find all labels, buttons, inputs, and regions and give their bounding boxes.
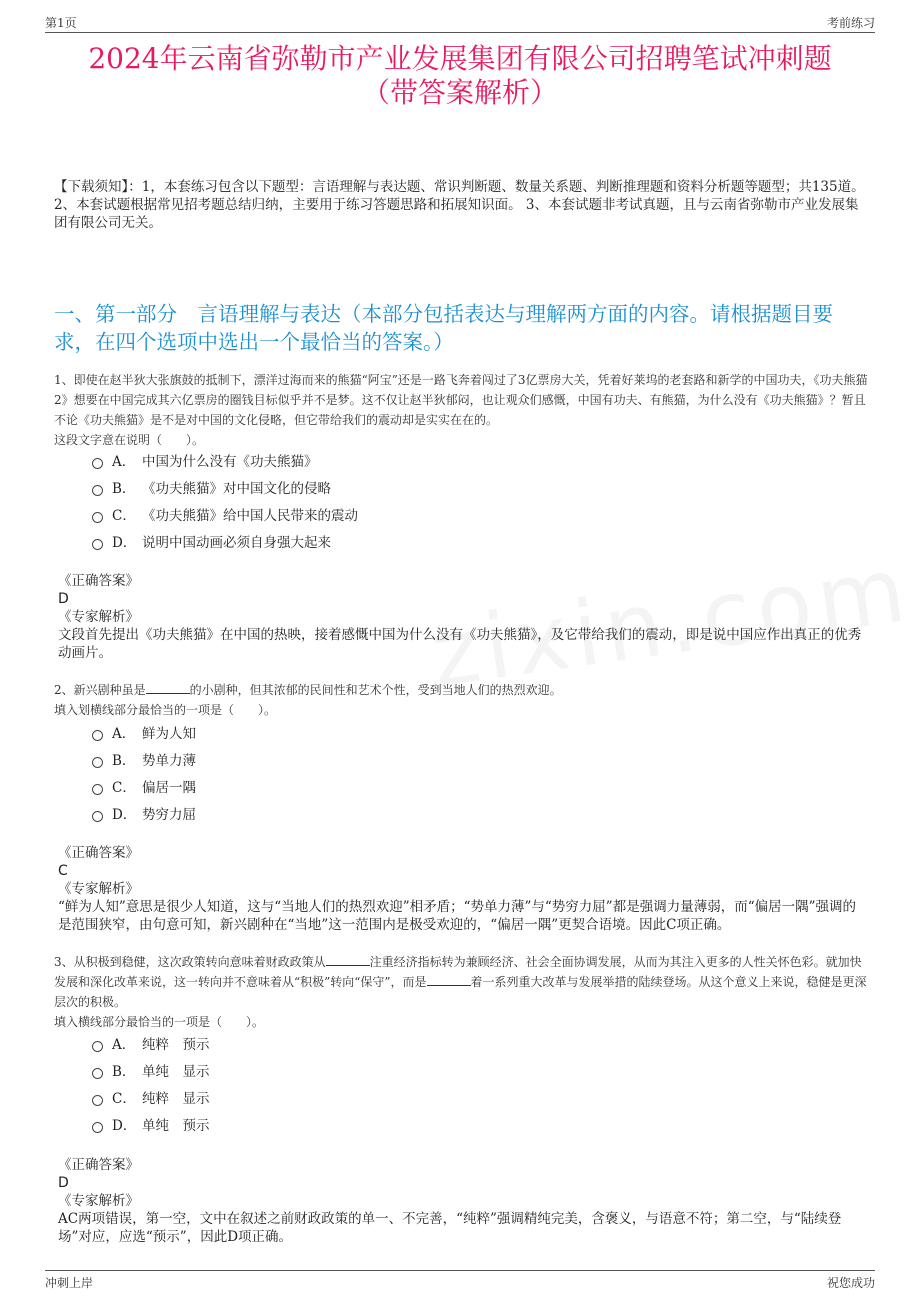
header-tag: 考前练习 (826, 16, 875, 30)
page-footer (45, 1270, 875, 1291)
radio-icon[interactable] (92, 757, 103, 768)
option-b[interactable]: B． 势单力薄 (92, 749, 196, 776)
correct-answer: D (58, 1175, 69, 1191)
question-prompt: 填入划横线部分最恰当的一项是（ ）。 (54, 703, 277, 717)
radio-icon[interactable] (92, 539, 103, 550)
footer-right: 祝您成功 (826, 1276, 875, 1290)
question-2-answer-block (58, 844, 868, 934)
radio-icon[interactable] (92, 811, 103, 822)
radio-icon[interactable] (92, 784, 103, 795)
question-2-stem (54, 680, 868, 720)
analysis-text: “鲜为人知”意思是很少人知道，这与“当地人们的热烈欢迎”相矛盾；“势单力薄”与“势穷力屈”都是强调力量薄弱，而“偏居一隅”强调的是范围狭窄，由句意可知，新兴剧种在“当地”这一范围内是极受欢迎的，“偏居一隅”更契合语境。因此C项正确。 (58, 899, 857, 933)
question-1-options (92, 450, 358, 558)
radio-icon[interactable] (92, 485, 103, 496)
question-3-options (92, 1033, 210, 1141)
radio-icon[interactable] (92, 730, 103, 741)
radio-icon[interactable] (92, 1122, 103, 1133)
title-line-1: 2024年云南省弥勒市产业发展集团有限公司招聘笔试冲刺题 (88, 42, 832, 75)
option-c[interactable]: C． 偏居一隅 (92, 776, 196, 803)
option-a[interactable]: A． 中国为什么没有《功夫熊猫》 (92, 450, 358, 477)
footer-left: 冲刺上岸 (45, 1276, 94, 1290)
question-text: 3、从积极到稳健，这次政策转向意味着财政政策从 注重经济指标转为兼顾经济、社会全面协调发展，从而为其注入更多的人性关怀色彩。就加快发展和深化改革来说，这一转向并不意味着从“积极”转向“保守”，而是 着一系列重大改革与发展举措的陆续登场。从这个意义上来说，稳健是更深层次的积极。 (54, 955, 867, 1009)
question-prompt: 这段文字意在说明（ ）。 (54, 433, 205, 447)
question-1-answer-block (58, 572, 868, 662)
question-prompt: 填入横线部分最恰当的一项是（ ）。 (54, 1015, 265, 1029)
option-b[interactable]: B． 《功夫熊猫》对中国文化的侵略 (92, 477, 358, 504)
answer-label: 《正确答案》 (58, 845, 139, 861)
title-line-2: （带答案解析） (361, 76, 558, 109)
section-title: 一、第一部分 言语理解与表达（本部分包括表达与理解两方面的内容。请根据题目要求，在四个选项中选出一个最恰当的答案。） (54, 302, 833, 354)
fill-blank (146, 683, 190, 694)
question-1-stem (54, 370, 868, 450)
analysis-label: 《专家解析》 (58, 881, 139, 897)
option-c[interactable]: C． 纯粹 显示 (92, 1087, 210, 1114)
question-2-options (92, 722, 196, 830)
option-a[interactable]: A． 纯粹 预示 (92, 1033, 210, 1060)
option-d[interactable]: D． 单纯 预示 (92, 1114, 210, 1141)
answer-label: 《正确答案》 (58, 1157, 139, 1173)
download-notice: 【下载须知】：1，本套练习包含以下题型：言语理解与表达题、常识判断题、数量关系题、判断推理题和资料分析题等题型；共135道。 2、本套试题根据常见招考题总结归纳，主要用于练习答题思路和拓展知识面。 3、本套试题非考试真题，且与云南省弥勒市产业发展集团有限公司无关。 (54, 179, 865, 231)
fill-blank (326, 955, 370, 966)
radio-icon[interactable] (92, 1041, 103, 1052)
option-a[interactable]: A． 鲜为人知 (92, 722, 196, 749)
analysis-label: 《专家解析》 (58, 609, 139, 625)
analysis-text: 文段首先提出《功夫熊猫》在中国的热映，接着感慨中国为什么没有《功夫熊猫》，及它带给我们的震动，即是说中国应作出真正的优秀动画片。 (58, 627, 862, 661)
question-3-answer-block (58, 1156, 868, 1246)
page-number: 第1页 (45, 16, 77, 30)
page-header (45, 12, 875, 33)
page-title (40, 42, 880, 110)
correct-answer: D (58, 591, 69, 607)
radio-icon[interactable] (92, 1068, 103, 1079)
analysis-text: AC两项错误，第一空，文中在叙述之前财政政策的单一、不完善，“纯粹”强调精纯完美，含褒义，与语意不符；第二空，与“陆续登场”对应，应选“预示”，因此D项正确。 (58, 1211, 842, 1245)
fill-blank (427, 975, 471, 986)
option-c[interactable]: C． 《功夫熊猫》给中国人民带来的震动 (92, 504, 358, 531)
radio-icon[interactable] (92, 512, 103, 523)
option-d[interactable]: D． 说明中国动画必须自身强大起来 (92, 531, 358, 558)
option-d[interactable]: D． 势穷力屈 (92, 803, 196, 830)
radio-icon[interactable] (92, 458, 103, 469)
correct-answer: C (58, 863, 68, 879)
radio-icon[interactable] (92, 1095, 103, 1106)
answer-label: 《正确答案》 (58, 573, 139, 589)
analysis-label: 《专家解析》 (58, 1193, 139, 1209)
question-text: 1、即使在赵半狄大张旗鼓的抵制下，漂洋过海而来的熊猫“阿宝”还是一路飞奔着闯过了3亿票房大关，凭着好莱坞的老套路和新学的中国功夫，《功夫熊猫2》想要在中国完成其六亿票房的圈钱目标似乎并不是梦。这不仅让赵半狄郁闷，也让观众们感慨，中国有功夫、有熊猫，为什么没有《功夫熊猫》？暂且不论《功夫熊猫》是不是对中国的文化侵略，但它带给我们的震动却是实实在在的。 (54, 373, 868, 427)
option-b[interactable]: B． 单纯 显示 (92, 1060, 210, 1087)
question-3-stem (54, 952, 868, 1032)
question-text: 2、新兴剧种虽是 的小剧种，但其浓郁的民间性和艺术个性，受到当地人们的热烈欢迎。 (54, 683, 562, 697)
